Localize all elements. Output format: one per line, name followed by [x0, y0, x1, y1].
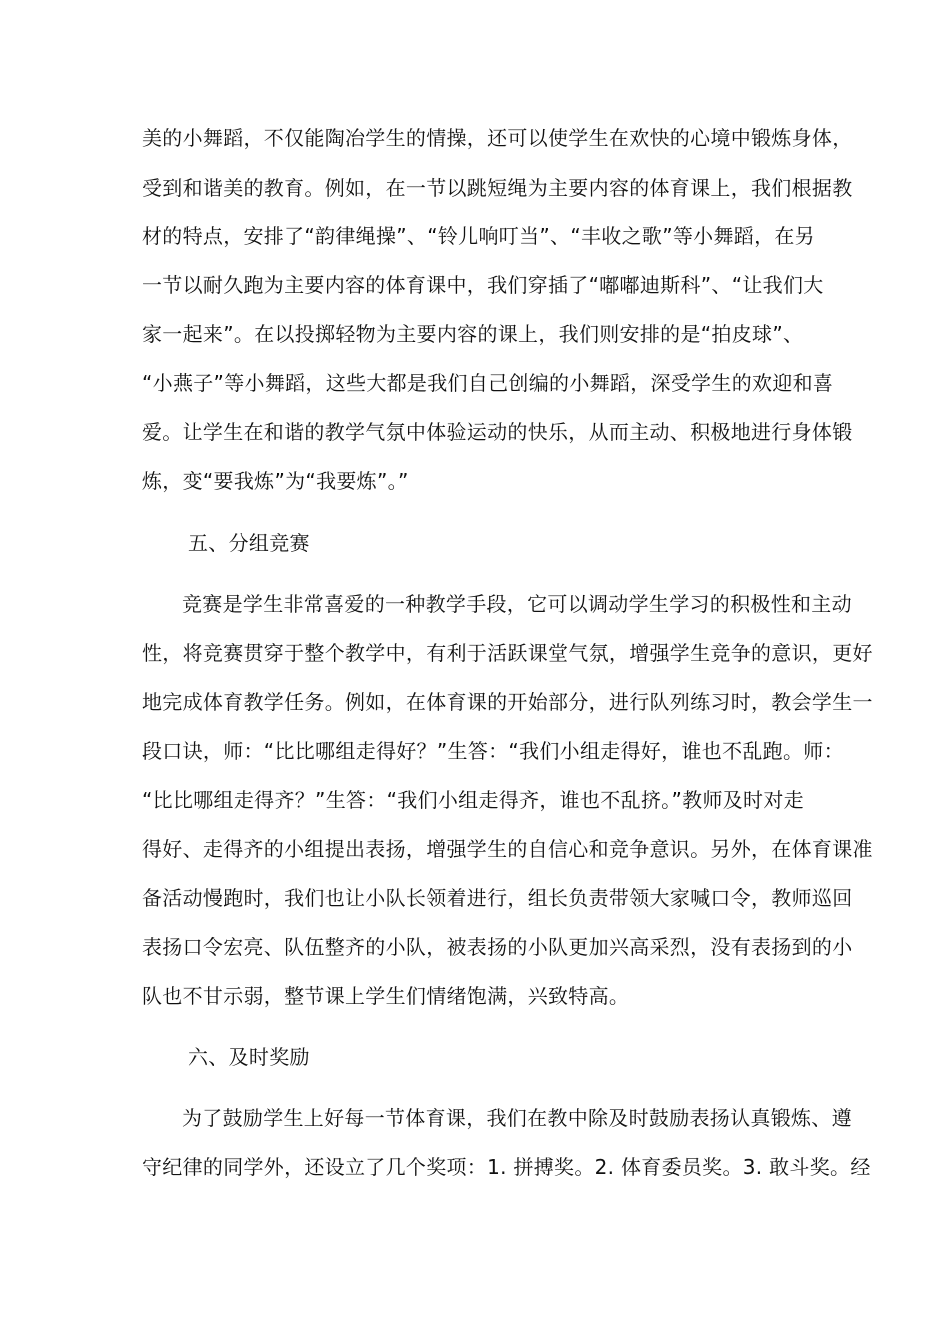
paragraph-line: 表扬口令宏亮、队伍整齐的小队，被表扬的小队更加兴高采烈，没有表扬到的小 — [142, 935, 853, 959]
section-heading: 六、及时奖励 — [188, 1045, 310, 1069]
paragraph-line: 为了鼓励学生上好每一节体育课，我们在教中除及时鼓励表扬认真锻炼、遵 — [182, 1106, 852, 1130]
paragraph-line: 美的小舞蹈，不仅能陶冶学生的情操，还可以使学生在欢快的心境中锻炼身体， — [142, 126, 853, 150]
paragraph-line: 守纪律的同学外，还设立了几个奖项：1. 拼搏奖。2. 体育委员奖。3. 敢斗奖。经 — [142, 1155, 871, 1179]
paragraph-line: 一节以耐久跑为主要内容的体育课中，我们穿插了“嘟嘟迪斯科”、“让我们大 — [142, 273, 824, 297]
paragraph-line: 家一起来”。在以投掷轻物为主要内容的课上，我们则安排的是“拍皮球”、 — [142, 322, 804, 346]
paragraph-line: 队也不甘示弱，整节课上学生们情绪饱满，兴致特高。 — [142, 984, 630, 1008]
paragraph-line: 性，将竞赛贯穿于整个教学中，有利于活跃课堂气氛，增强学生竞争的意识，更好 — [142, 641, 873, 665]
section-heading: 五、分组竞赛 — [188, 531, 310, 555]
paragraph-line: 爱。让学生在和谐的教学气氛中体验运动的快乐，从而主动、积极地进行身体锻 — [142, 420, 853, 444]
paragraph-line: “比比哪组走得齐？”生答：“我们小组走得齐，谁也不乱挤。”教师及时对走 — [142, 788, 804, 812]
paragraph-line: 地完成体育教学任务。例如，在体育课的开始部分，进行队列练习时，教会学生一 — [142, 690, 873, 714]
paragraph-line: 炼，变“要我炼”为“我要炼”。” — [142, 469, 409, 493]
paragraph-line: “小燕子”等小舞蹈，这些大都是我们自己创编的小舞蹈，深受学生的欢迎和喜 — [142, 371, 834, 395]
paragraph-line: 得好、走得齐的小组提出表扬，增强学生的自信心和竞争意识。另外，在体育课准 — [142, 837, 873, 861]
paragraph-line: 材的特点，安排了“韵律绳操”、“铃儿响叮当”、“丰收之歌”等小舞蹈，在另 — [142, 224, 815, 248]
paragraph-line: 段口诀，师：“比比哪组走得好？”生答：“我们小组走得好，谁也不乱跑。师： — [142, 739, 844, 763]
paragraph-line: 竞赛是学生非常喜爱的一种教学手段，它可以调动学生学习的积极性和主动 — [182, 592, 852, 616]
paragraph-line: 备活动慢跑时，我们也让小队长领着进行，组长负责带领大家喊口令，教师巡回 — [142, 886, 853, 910]
paragraph-line: 受到和谐美的教育。例如，在一节以跳短绳为主要内容的体育课上，我们根据教 — [142, 176, 853, 200]
